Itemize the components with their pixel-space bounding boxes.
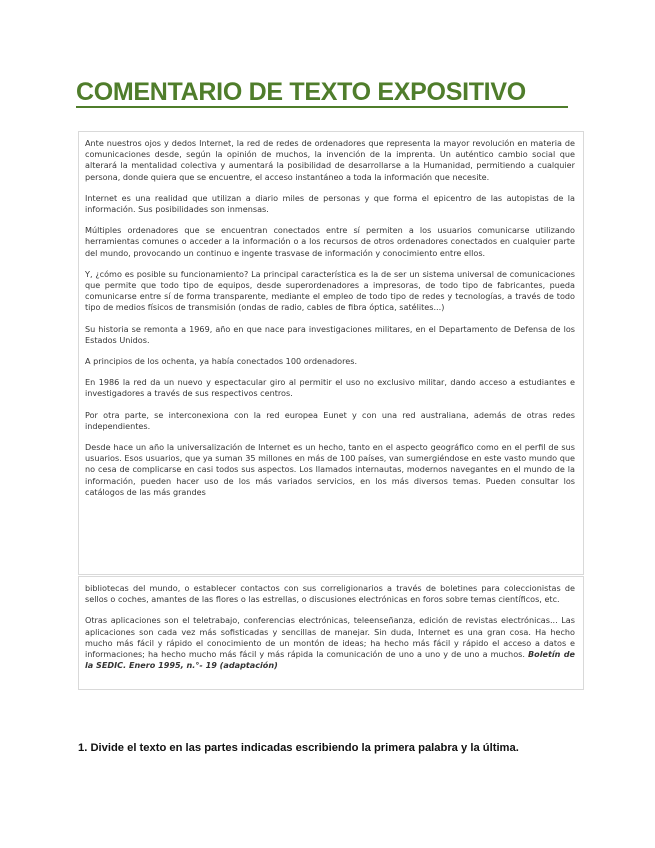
- paragraph-9: Desde hace un año la universalización de Internet es un hecho, tanto en el aspecto geográfico como en el perfil de sus usuarios. Esos usuarios, que ya suman 35 millones en más de 100 países, van sumergiéndose en este vasto mundo que no cesa de complicarse en casi todos sus aspectos. Los llamados internautas, modernos navegantes en el mundo de la información, pueden hacer uso de los más variados servicios, en los más diversos temas. Pueden consultar los catálogos de las más grandes: [85, 442, 575, 497]
- paragraph-11: [85, 615, 575, 671]
- paragraph-7: En 1986 la red da un nuevo y espectacular giro al permitir el uso no exclusivo militar, dando acceso a estudiantes e investigadores a través de sus respectivos centros.: [85, 377, 575, 399]
- paragraph-10: bibliotecas del mundo, o establecer contactos con sus correligionarios a través de boletines para coleccionistas de sellos o coches, amantes de las flores o las estrellas, o discusiones electrónicas en foros sobre temas científicos, etc.: [85, 583, 575, 605]
- paragraph-6: A principios de los ochenta, ya había conectados 100 ordenadores.: [85, 356, 358, 367]
- paragraph-2: Internet es una realidad que utilizan a diario miles de personas y que forma el epicentro de las autopistas de la información. Sus posibilidades son inmensas.: [85, 192, 575, 215]
- text-excerpt-page-1: [78, 131, 584, 575]
- paragraph-3: Múltiples ordenadores que se encuentran conectados entre sí permiten a los usuarios comunicarse utilizando herramientas comunes o acceder a la información o a los recursos de otros ordenadores conectados en cualquier parte del mundo, provocando un continuo e ingente trasvase de información y conocimiento entre ellos.: [85, 225, 575, 258]
- exercise-question-1: 1. Divide el texto en las partes indicadas escribiendo la primera palabra y la última.: [78, 742, 519, 754]
- paragraph-5: Su historia se remonta a 1969, año en que nace para investigaciones militares, en el Departamento de Defensa de los Estados Unidos.: [85, 323, 575, 345]
- paragraph-1: Ante nuestros ojos y dedos Internet, la red de redes de ordenadores que representa la mayor revolución en materia de comunicaciones desde, según la opinión de muchos, la invención de la imprenta. Un auténtico cambio social que alterará la mentalidad colectiva y aumentará la posibilidad de desarrollarse a la Humanidad, permitiendo a cualquier persona, donde quiera que se encuentre, el acceso instantáneo a toda la información que necesite.: [85, 138, 575, 182]
- text-excerpt-page-2: [78, 576, 584, 690]
- paragraph-8: Por otra parte, se interconexiona con la red europea Eunet y con una red australiana, además de otras redes independientes.: [85, 409, 575, 431]
- title-underline: [76, 106, 568, 108]
- paragraph-4: Y, ¿cómo es posible su funcionamiento? La principal característica es la de ser un sistema universal de comunicaciones que permite que todo tipo de equipos, desde superordenadores a impresoras, de todo tipo de fabricantes, pueda comunicarse entre sí de forma transparente, mediante el empleo de todo tipo de redes y tecnologías, a través de todo tipo de medios físicos de transmisión (ondas de radio, cables de fibra óptica, satélites...): [85, 268, 575, 313]
- paragraph-11-text: Otras aplicaciones son el teletrabajo, conferencias electrónicas, teleenseñanza, edición de revistas electrónicas... Las aplicaciones son cada vez más sofisticadas y sencillas de manejar. Sin duda, Internet es una gran cosa. Ha hecho mucho más fácil y rápido el conocimiento de un montón de ideas; ha hecho más fácil y rápido el acceso a datos e informaciones; ha hecho mucho más fácil y más rápida la comunicación de uno a uno y de uno a muchos.: [85, 615, 575, 660]
- page-title: COMENTARIO DE TEXTO EXPOSITIVO: [76, 78, 526, 106]
- source-citation: Boletín de la SEDIC. Enero 1995, n.°- 19 (adaptación): [85, 649, 576, 671]
